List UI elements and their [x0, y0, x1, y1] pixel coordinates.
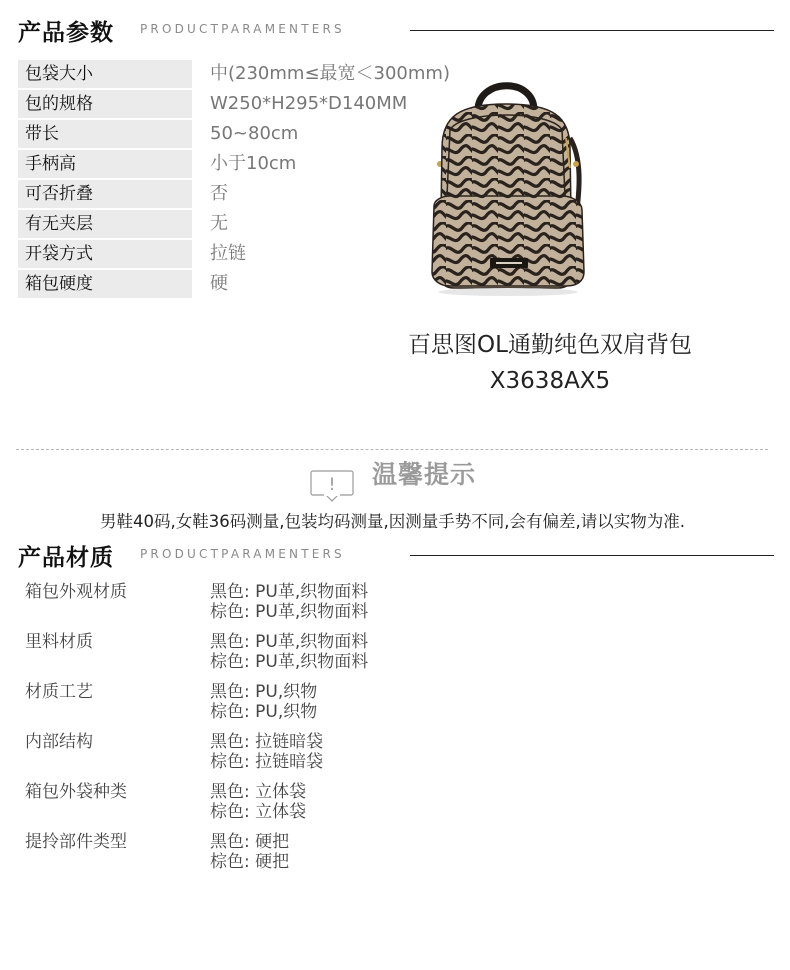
param-value: W250*H295*D140MM: [210, 93, 408, 114]
section-header-parameters: [0, 6, 790, 46]
material-value: 黑色: PU革,织物面料: [210, 582, 369, 602]
backpack-illustration: [420, 68, 600, 298]
material-value: 棕色: PU革,织物面料: [210, 652, 369, 672]
materials-table: [0, 582, 790, 882]
material-value: 棕色: 硬把: [210, 852, 290, 872]
tip-title: 温馨提示: [372, 460, 477, 489]
material-value: 黑色: PU,织物: [210, 682, 318, 702]
param-value: 中(230mm≤最宽＜300mm): [210, 63, 450, 84]
material-row: [0, 632, 790, 682]
section-divider: [410, 555, 774, 556]
material-value: 黑色: 立体袋: [210, 782, 307, 802]
product-image: [420, 68, 600, 298]
material-row: [0, 832, 790, 882]
material-values: [210, 582, 368, 622]
material-value: 黑色: PU革,织物面料: [210, 632, 369, 652]
material-label: 箱包外观材质: [25, 582, 127, 602]
material-value: 棕色: 拉链暗袋: [210, 752, 324, 772]
material-label: 箱包外袋种类: [25, 782, 127, 802]
material-values: [210, 832, 289, 872]
material-value: 棕色: PU,织物: [210, 702, 318, 722]
param-label: 有无夹层: [18, 210, 192, 238]
material-label: 里料材质: [25, 632, 93, 652]
material-row: [0, 682, 790, 732]
section-divider: [410, 30, 774, 31]
param-label: 开袋方式: [18, 240, 192, 268]
dashed-divider: [16, 449, 768, 450]
material-value: 棕色: PU革,织物面料: [210, 602, 369, 622]
material-values: [210, 732, 323, 772]
section-header-materials: [0, 531, 790, 571]
product-name: 百思图OL通勤纯色双肩背包: [408, 332, 692, 358]
warning-icon-symbol: !: [328, 475, 336, 495]
section-title: 产品参数: [18, 20, 114, 46]
section-subtitle: PRODUCTPARAMENTERS: [140, 547, 345, 561]
param-value: 50~80cm: [210, 123, 299, 144]
param-value: 无: [210, 213, 228, 234]
section-title: 产品材质: [18, 545, 114, 571]
param-label: 手柄高: [18, 150, 192, 178]
param-label: 包的规格: [18, 90, 192, 118]
material-label: 提拎部件类型: [25, 832, 127, 852]
warning-icon: [310, 470, 354, 502]
material-row: [0, 732, 790, 782]
param-label: 包袋大小: [18, 60, 192, 88]
material-value: 黑色: 硬把: [210, 832, 290, 852]
param-label: 可否折叠: [18, 180, 192, 208]
param-value: 拉链: [210, 243, 246, 264]
param-label: 箱包硬度: [18, 270, 192, 298]
material-label: 材质工艺: [25, 682, 93, 702]
param-label: 带长: [18, 120, 192, 148]
param-value: 小于10cm: [210, 153, 297, 174]
material-values: [210, 682, 317, 722]
section-subtitle: PRODUCTPARAMENTERS: [140, 22, 345, 36]
material-values: [210, 632, 368, 672]
material-row: [0, 582, 790, 632]
material-value: 棕色: 立体袋: [210, 802, 307, 822]
product-code: X3638AX5: [489, 368, 611, 394]
material-row: [0, 782, 790, 832]
param-value: 否: [210, 183, 228, 204]
param-value: 硬: [210, 273, 228, 294]
material-value: 黑色: 拉链暗袋: [210, 732, 324, 752]
material-values: [210, 782, 306, 822]
material-label: 内部结构: [25, 732, 93, 752]
tip-text: 男鞋40码,女鞋36码测量,包装均码测量,因测量手势不同,会有偏差,请以实物为准.: [100, 512, 685, 531]
